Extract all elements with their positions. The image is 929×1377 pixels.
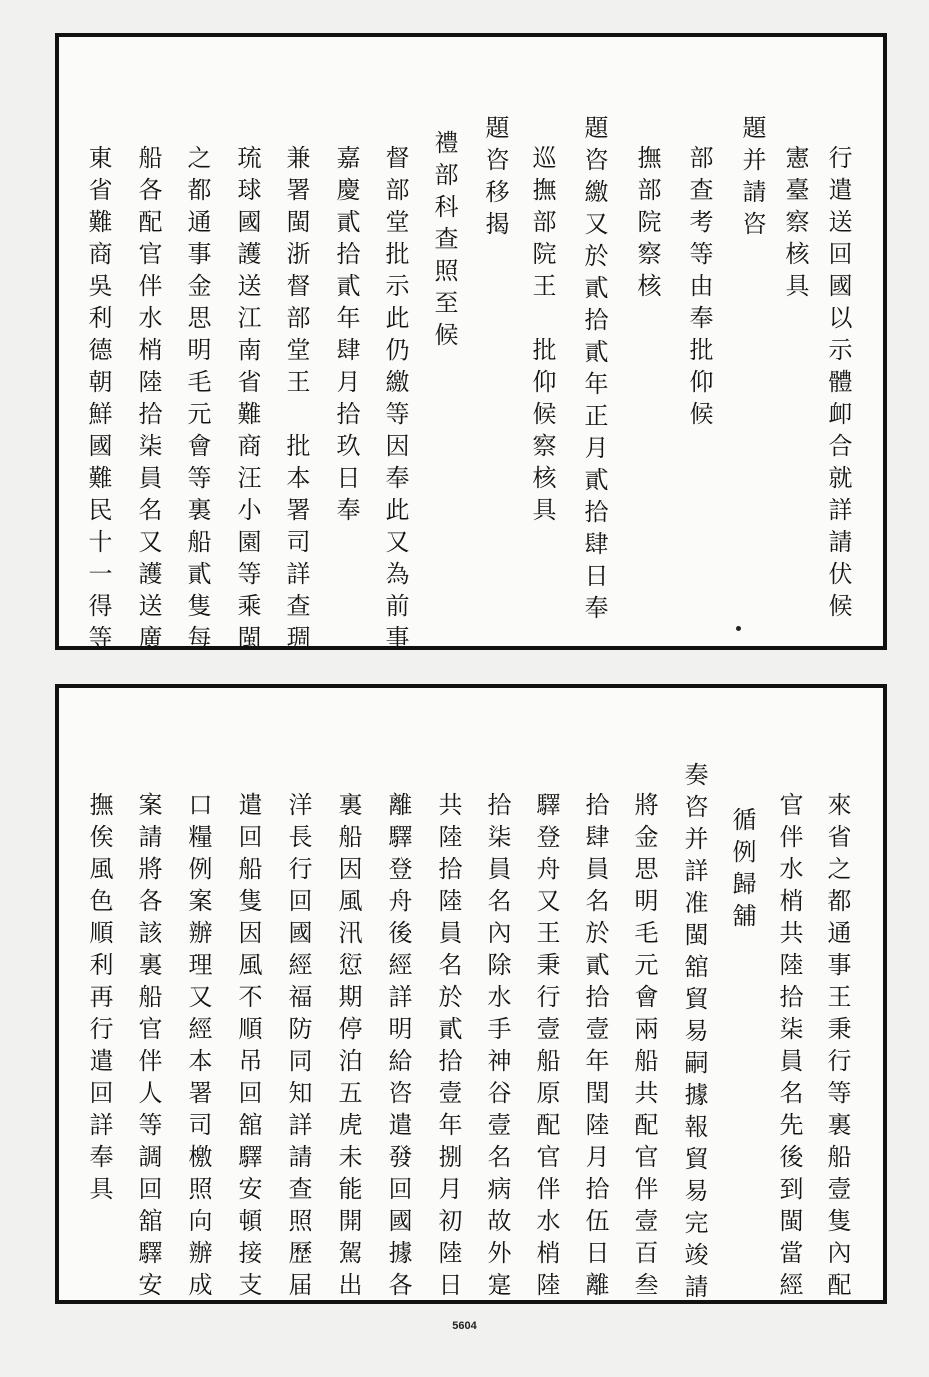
text-column: 案請將各該裏船官伴人等調回舘驛安 <box>134 792 162 1304</box>
text-column: 驛登舟又王秉行壹船原配官伴水梢陸 <box>532 792 560 1304</box>
text-column: 兼署閩浙督部堂王 批本署司詳查琱 <box>282 145 310 657</box>
text-column: 撫俟風色順利再行遣回詳奉具 <box>85 792 113 1208</box>
text-column: 東省難商吳利德朝鮮國難民十一得等 <box>84 145 112 657</box>
text-column: 行遣送回國以示體卹合就詳請伏候 <box>824 145 852 625</box>
text-column: 題并請咨 <box>738 115 766 243</box>
text-column: 離驛登舟後經詳明給咨遣發回國據各 <box>384 792 412 1304</box>
text-column: 拾肆員名於貳拾壹年閏陸月拾伍日離 <box>581 792 609 1304</box>
document-panel-bottom <box>55 684 887 1304</box>
text-column: 遣回船隻因風不順吊回舘驛安頓接支 <box>234 792 262 1304</box>
text-column: 部查考等由奉批仰候 <box>685 145 713 433</box>
text-column: 裏船因風汛愆期停泊五虎未能開駕出 <box>334 792 362 1304</box>
text-column: 口糧例案辦理又經本署司檄照向辦成 <box>184 792 212 1304</box>
text-column: 奏咨并詳准閩舘貿易嗣據報貿易完竣請 <box>680 762 708 1306</box>
text-column: 拾柒員名內除水手神谷壹名病故外寔 <box>483 792 511 1304</box>
text-column: 督部堂批示此仍繳等因奉此又為前事 <box>381 145 409 657</box>
text-column: 將金思明毛元會兩船共配官伴壹百叁 <box>630 792 658 1304</box>
text-column: 嘉慶貳拾貳年肆月拾玖日奉 <box>332 145 360 529</box>
text-column: 之都通事金思明毛元會等裏船貳隻每 <box>183 145 211 657</box>
page-number: 5604 <box>452 1320 477 1332</box>
text-column: 題咨繳又於貳拾貳年正月貳拾肆日奉 <box>580 115 608 627</box>
text-column: 來省之都通事王秉行等裏船壹隻內配 <box>823 792 851 1304</box>
text-column: 題咨移揭 <box>481 115 509 243</box>
text-column: 船各配官伴水梢陸拾柒員名又護送廣 <box>134 145 162 657</box>
text-columns-bottom <box>59 688 883 1306</box>
text-column: 巡撫部院王 批仰候察核具 <box>528 145 556 529</box>
text-column: 官伴水梢共陸拾柒員名先後到閩當經 <box>775 792 803 1304</box>
text-column: 共陸拾陸員名於貳拾壹年捌月初陸日 <box>434 792 462 1304</box>
text-column: 憲臺察核具 <box>781 145 809 305</box>
text-column: 洋長行回國經福防同知詳請查照歷届 <box>284 792 312 1304</box>
ink-dot <box>736 626 741 631</box>
document-panel-top <box>55 33 887 657</box>
text-column: 禮部科查照至候 <box>430 130 458 354</box>
text-column: 循例歸舖 <box>728 807 756 935</box>
text-column: 琉球國護送江南省難商汪小園等乘閩 <box>233 145 261 657</box>
text-columns-top <box>59 37 883 657</box>
text-column: 撫部院察核 <box>633 145 661 305</box>
